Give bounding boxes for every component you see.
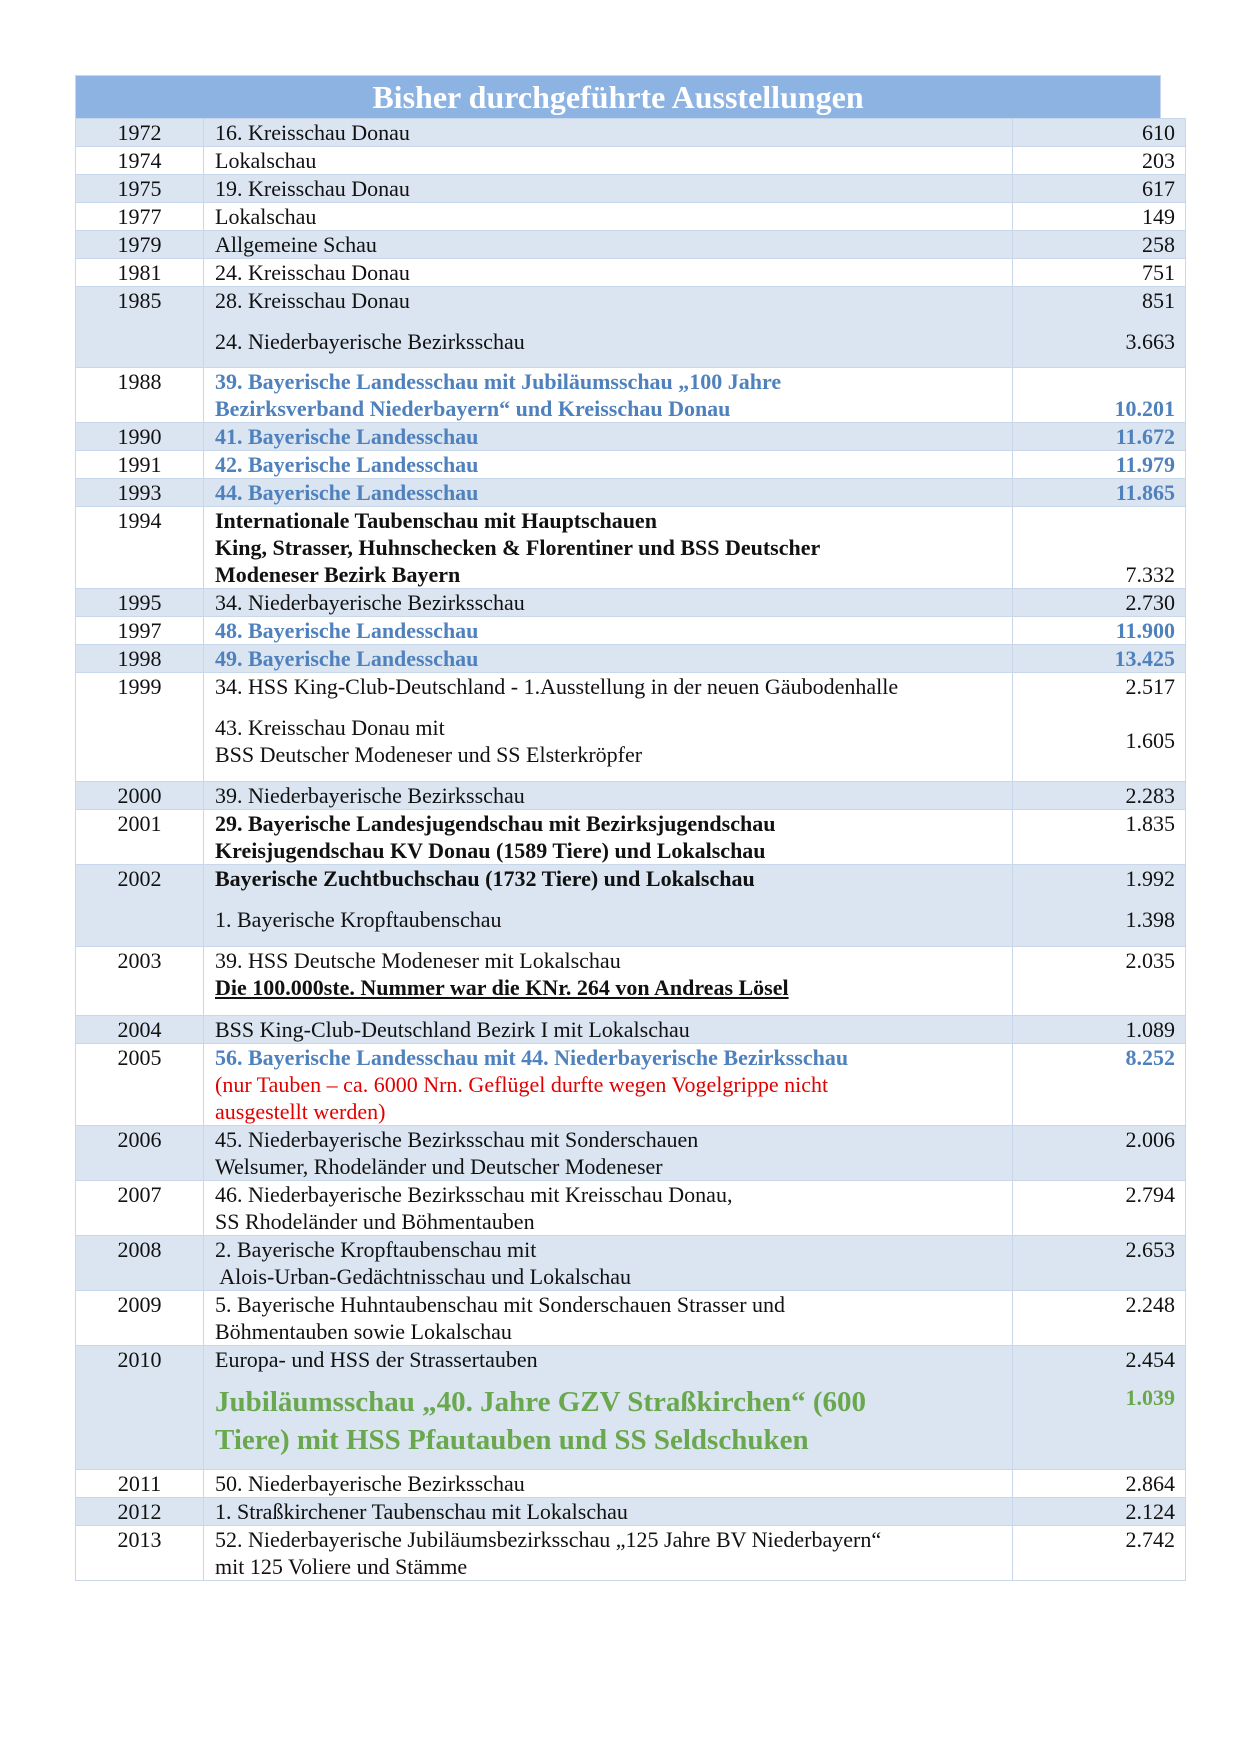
description-cell: Lokalschau: [204, 147, 1013, 175]
description-cell: [204, 507, 1013, 589]
description-line: Modeneser Bezirk Bayern: [215, 562, 461, 587]
count-cell: [1013, 673, 1186, 782]
table-row: [76, 865, 1186, 947]
description-line: 1. Bayerische Kropftaubenschau: [215, 907, 502, 932]
description-line: King, Strasser, Huhnschecken & Florentiner und BSS Deutscher: [215, 535, 821, 560]
description-cell: 19. Kreisschau Donau: [204, 175, 1013, 203]
description-line: 56. Bayerische Landesschau mit 44. Niederbayerische Bezirksschau: [215, 1045, 849, 1070]
year-cell: 1985: [76, 287, 204, 368]
description-line: 39. Bayerische Landesschau mit Jubiläumsschau „100 Jahre: [215, 369, 782, 394]
year-cell: 1979: [76, 231, 204, 259]
count-cell: 11.865: [1013, 479, 1186, 507]
count-value: 1.605: [1125, 728, 1175, 753]
description-cell: [204, 1346, 1013, 1470]
description-cell: [204, 1236, 1013, 1291]
year-cell: 2012: [76, 1498, 204, 1526]
count-cell: [1013, 287, 1186, 368]
table-row: [76, 782, 1186, 810]
description-cell: Allgemeine Schau: [204, 231, 1013, 259]
count-cell: 11.979: [1013, 451, 1186, 479]
description-cell: [204, 1291, 1013, 1346]
description-cell: 34. Niederbayerische Bezirksschau: [204, 589, 1013, 617]
year-cell: 1998: [76, 645, 204, 673]
count-cell: 2.742: [1013, 1526, 1186, 1581]
count-cell: 7.332: [1013, 507, 1186, 589]
description-cell: Lokalschau: [204, 203, 1013, 231]
description-line: Böhmentauben sowie Lokalschau: [215, 1319, 512, 1344]
description-cell: 16. Kreisschau Donau: [204, 119, 1013, 147]
count-cell: 2.864: [1013, 1470, 1186, 1498]
year-cell: 1975: [76, 175, 204, 203]
count-cell: 2.248: [1013, 1291, 1186, 1346]
description-line: 24. Niederbayerische Bezirksschau: [215, 329, 525, 354]
table-row: [76, 423, 1186, 451]
description-cell: [204, 287, 1013, 368]
description-line: Welsumer, Rhodeländer und Deutscher Modeneser: [215, 1154, 663, 1179]
description-cell: 41. Bayerische Landesschau: [204, 423, 1013, 451]
year-cell: 2010: [76, 1346, 204, 1470]
description-line: Europa- und HSS der Strassertauben: [215, 1347, 538, 1372]
description-cell: [204, 1126, 1013, 1181]
year-cell: 2005: [76, 1044, 204, 1126]
table-row: [76, 1291, 1186, 1346]
year-cell: 2004: [76, 1016, 204, 1044]
exhibitions-sheet: [75, 75, 1175, 1581]
count-value: 851: [1142, 288, 1175, 313]
year-cell: 2013: [76, 1526, 204, 1581]
count-cell: 2.124: [1013, 1498, 1186, 1526]
description-cell: 50. Niederbayerische Bezirksschau: [204, 1470, 1013, 1498]
table-row: [76, 368, 1186, 423]
description-cell: 44. Bayerische Landesschau: [204, 479, 1013, 507]
description-line: ausgestellt werden): [215, 1099, 386, 1124]
year-cell: 2000: [76, 782, 204, 810]
description-cell: [204, 673, 1013, 782]
description-cell: 24. Kreisschau Donau: [204, 259, 1013, 287]
table-row: [76, 1526, 1186, 1581]
table-row: [76, 1126, 1186, 1181]
description-cell: [204, 368, 1013, 423]
description-cell: [204, 1526, 1013, 1581]
count-cell: 8.252: [1013, 1044, 1186, 1126]
table-row: [76, 1346, 1186, 1470]
description-cell: 48. Bayerische Landesschau: [204, 617, 1013, 645]
table-row: [76, 1181, 1186, 1236]
count-cell: 203: [1013, 147, 1186, 175]
description-cell: 49. Bayerische Landesschau: [204, 645, 1013, 673]
exhibitions-table: [75, 118, 1186, 1581]
description-line: Bezirksverband Niederbayern“ und Kreisschau Donau: [215, 396, 731, 421]
description-cell: [204, 1044, 1013, 1126]
description-cell: BSS King-Club-Deutschland Bezirk I mit Lokalschau: [204, 1016, 1013, 1044]
table-row: [76, 119, 1186, 147]
count-cell: 617: [1013, 175, 1186, 203]
year-cell: 1977: [76, 203, 204, 231]
count-value: 1.992: [1125, 866, 1175, 891]
table-row: [76, 259, 1186, 287]
count-cell: 2.653: [1013, 1236, 1186, 1291]
count-cell: 2.794: [1013, 1181, 1186, 1236]
count-cell: [1013, 865, 1186, 947]
description-line: 46. Niederbayerische Bezirksschau mit Kreisschau Donau,: [215, 1182, 733, 1207]
table-row: [76, 589, 1186, 617]
description-cell: [204, 810, 1013, 865]
description-line: 5. Bayerische Huhntaubenschau mit Sonderschauen Strasser und: [215, 1292, 786, 1317]
table-title: Bisher durchgeführte Ausstellungen: [75, 75, 1161, 118]
description-line: Die 100.000ste. Nummer war die KNr. 264 von Andreas Lösel: [215, 975, 789, 1000]
table-row: [76, 1016, 1186, 1044]
table-row: [76, 1498, 1186, 1526]
year-cell: 2001: [76, 810, 204, 865]
year-cell: 2003: [76, 947, 204, 1016]
count-cell: 751: [1013, 259, 1186, 287]
year-cell: 1997: [76, 617, 204, 645]
description-cell: 39. Niederbayerische Bezirksschau: [204, 782, 1013, 810]
table-row: [76, 203, 1186, 231]
description-line: 2. Bayerische Kropftaubenschau mit: [215, 1237, 537, 1262]
description-line: 45. Niederbayerische Bezirksschau mit Sonderschauen: [215, 1127, 699, 1152]
count-cell: 1.835: [1013, 810, 1186, 865]
table-row: [76, 451, 1186, 479]
count-cell: [1013, 1346, 1186, 1470]
year-cell: 2008: [76, 1236, 204, 1291]
count-value: 3.663: [1125, 329, 1175, 354]
count-cell: 2.035: [1013, 947, 1186, 1016]
table-row: [76, 1470, 1186, 1498]
description-cell: [204, 1181, 1013, 1236]
description-line: 28. Kreisschau Donau: [215, 288, 410, 313]
count-value: 2.454: [1125, 1347, 1175, 1372]
description-line: (nur Tauben – ca. 6000 Nrn. Geflügel durfte wegen Vogelgrippe nicht: [215, 1072, 829, 1097]
description-line: SS Rhodeländer und Böhmentauben: [215, 1209, 535, 1234]
year-cell: 1988: [76, 368, 204, 423]
description-line: 52. Niederbayerische Jubiläumsbezirksschau „125 Jahre BV Niederbayern“: [215, 1527, 882, 1552]
table-row: [76, 1044, 1186, 1126]
table-row: [76, 810, 1186, 865]
year-cell: 1974: [76, 147, 204, 175]
count-cell: 11.900: [1013, 617, 1186, 645]
count-cell: 258: [1013, 231, 1186, 259]
table-row: [76, 231, 1186, 259]
count-cell: 2.730: [1013, 589, 1186, 617]
description-line: 39. HSS Deutsche Modeneser mit Lokalschau: [215, 948, 621, 973]
count-cell: 11.672: [1013, 423, 1186, 451]
description-line: 34. HSS King-Club-Deutschland - 1.Ausstellung in der neuen Gäubodenhalle: [215, 674, 899, 699]
year-cell: 1981: [76, 259, 204, 287]
count-cell: 13.425: [1013, 645, 1186, 673]
description-cell: [204, 947, 1013, 1016]
table-row: [76, 1236, 1186, 1291]
count-cell: 10.201: [1013, 368, 1186, 423]
description-cell: [204, 865, 1013, 947]
table-row: [76, 673, 1186, 782]
description-line: 43. Kreisschau Donau mit: [215, 715, 445, 740]
description-line: Bayerische Zuchtbuchschau (1732 Tiere) und Lokalschau: [215, 866, 755, 891]
table-row: [76, 479, 1186, 507]
count-value: 1.398: [1125, 907, 1175, 932]
table-row: [76, 617, 1186, 645]
table-row: [76, 507, 1186, 589]
description-cell: 42. Bayerische Landesschau: [204, 451, 1013, 479]
description-line: 29. Bayerische Landesjugendschau mit Bezirksjugendschau: [215, 811, 776, 836]
table-row: [76, 645, 1186, 673]
year-cell: 2006: [76, 1126, 204, 1181]
count-cell: 2.006: [1013, 1126, 1186, 1181]
year-cell: 1999: [76, 673, 204, 782]
year-cell: 2007: [76, 1181, 204, 1236]
description-line: Internationale Taubenschau mit Hauptschauen: [215, 508, 657, 533]
description-line: BSS Deutscher Modeneser und SS Elsterkröpfer: [215, 742, 643, 767]
year-cell: 1991: [76, 451, 204, 479]
count-value: 2.517: [1125, 674, 1175, 699]
description-cell: 1. Straßkirchener Taubenschau mit Lokalschau: [204, 1498, 1013, 1526]
year-cell: 2009: [76, 1291, 204, 1346]
description-line: Kreisjugendschau KV Donau (1589 Tiere) und Lokalschau: [215, 838, 766, 863]
count-cell: 1.089: [1013, 1016, 1186, 1044]
year-cell: 2002: [76, 865, 204, 947]
table-row: [76, 175, 1186, 203]
year-cell: 1995: [76, 589, 204, 617]
count-value: 1.039: [1125, 1385, 1175, 1410]
count-cell: 149: [1013, 203, 1186, 231]
description-line: Alois-Urban-Gedächtnisschau und Lokalschau: [215, 1264, 632, 1289]
count-cell: 2.283: [1013, 782, 1186, 810]
year-cell: 1994: [76, 507, 204, 589]
description-line: Tiere) mit HSS Pfautauben und SS Seldschuken: [215, 1424, 809, 1456]
year-cell: 1990: [76, 423, 204, 451]
table-row: [76, 287, 1186, 368]
year-cell: 1972: [76, 119, 204, 147]
description-line: Jubiläumsschau „40. Jahre GZV Straßkirchen“ (600: [215, 1386, 866, 1418]
table-row: [76, 947, 1186, 1016]
table-row: [76, 147, 1186, 175]
year-cell: 2011: [76, 1470, 204, 1498]
description-line: mit 125 Voliere und Stämme: [215, 1554, 468, 1579]
year-cell: 1993: [76, 479, 204, 507]
count-cell: 610: [1013, 119, 1186, 147]
